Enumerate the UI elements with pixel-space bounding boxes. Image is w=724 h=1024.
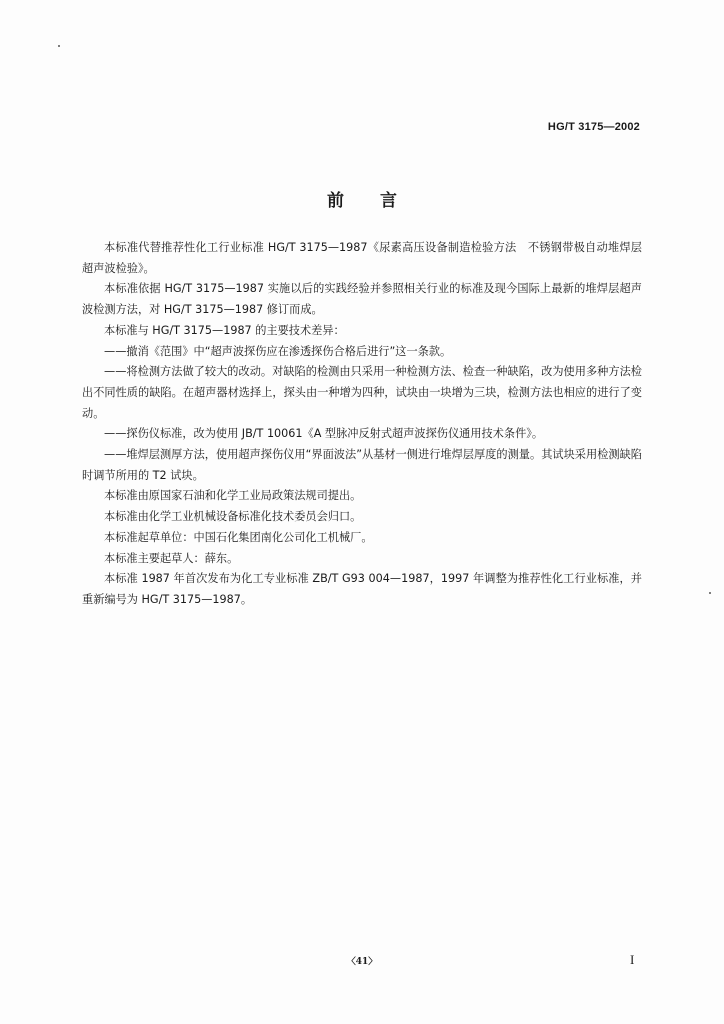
standard-code: HG/T 3175—2002 [547, 121, 640, 133]
paragraph: ——将检测方法做了较大的改动。对缺陷的检测由只采用一种检测方法、检查一种缺陷，改为使用多种方法检出不同性质的缺陷。在超声器材选择上，探头由一种增为四种，试块由一块增为三块，检测方法也相应的进行了变动。 [82, 365, 642, 420]
paragraph: 本标准由原国家石油和化学工业局政策法规司提出。 [104, 489, 362, 503]
paragraph: 本标准由化学工业机械设备标准化技术委员会归口。 [104, 510, 362, 524]
body-text [82, 238, 642, 611]
paragraph: 本标准 1987 年首次发布为化工专业标准 ZB/T G93 004—1987，1997 年调整为推荐性化工行业标准，并重新编号为 HG/T 3175—1987。 [82, 572, 642, 606]
roman-page-numeral: I [630, 952, 635, 967]
paragraph: ——撤消《范围》中“超声波探伤应在渗透探伤合格后进行”这一条款。 [104, 344, 452, 358]
paragraph: 本标准起草单位：中国石化集团南化公司化工机械厂。 [104, 530, 373, 544]
scan-speck [58, 45, 60, 47]
page-title: 前言 [327, 191, 433, 211]
page-number: 〈41〉 [346, 957, 378, 967]
paragraph: 本标准代替推荐性化工行业标准 HG/T 3175—1987《尿素高压设备制造检验方法 不锈钢带极自动堆焊层超声波检验》。 [82, 241, 642, 275]
paragraph: 本标准主要起草人：薛东。 [104, 551, 239, 565]
paragraph: 本标准依据 HG/T 3175—1987 实施以后的实践经验并参照相关行业的标准及现今国际上最新的堆焊层超声波检测方法，对 HG/T 3175—1987 修订而成。 [82, 282, 642, 317]
paragraph: 本标准与 HG/T 3175—1987 的主要技术差异： [104, 323, 345, 337]
paragraph: ——探伤仪标准，改为使用 JB/T 10061《A 型脉冲反射式超声波探伤仪通用技术条件》。 [104, 427, 544, 441]
scan-speck [709, 592, 711, 594]
paragraph: ——堆焊层测厚方法，使用超声探伤仪用“界面波法”从基材一侧进行堆焊层厚度的测量。其试块采用检测缺陷时调节所用的 T2 试块。 [82, 448, 642, 482]
